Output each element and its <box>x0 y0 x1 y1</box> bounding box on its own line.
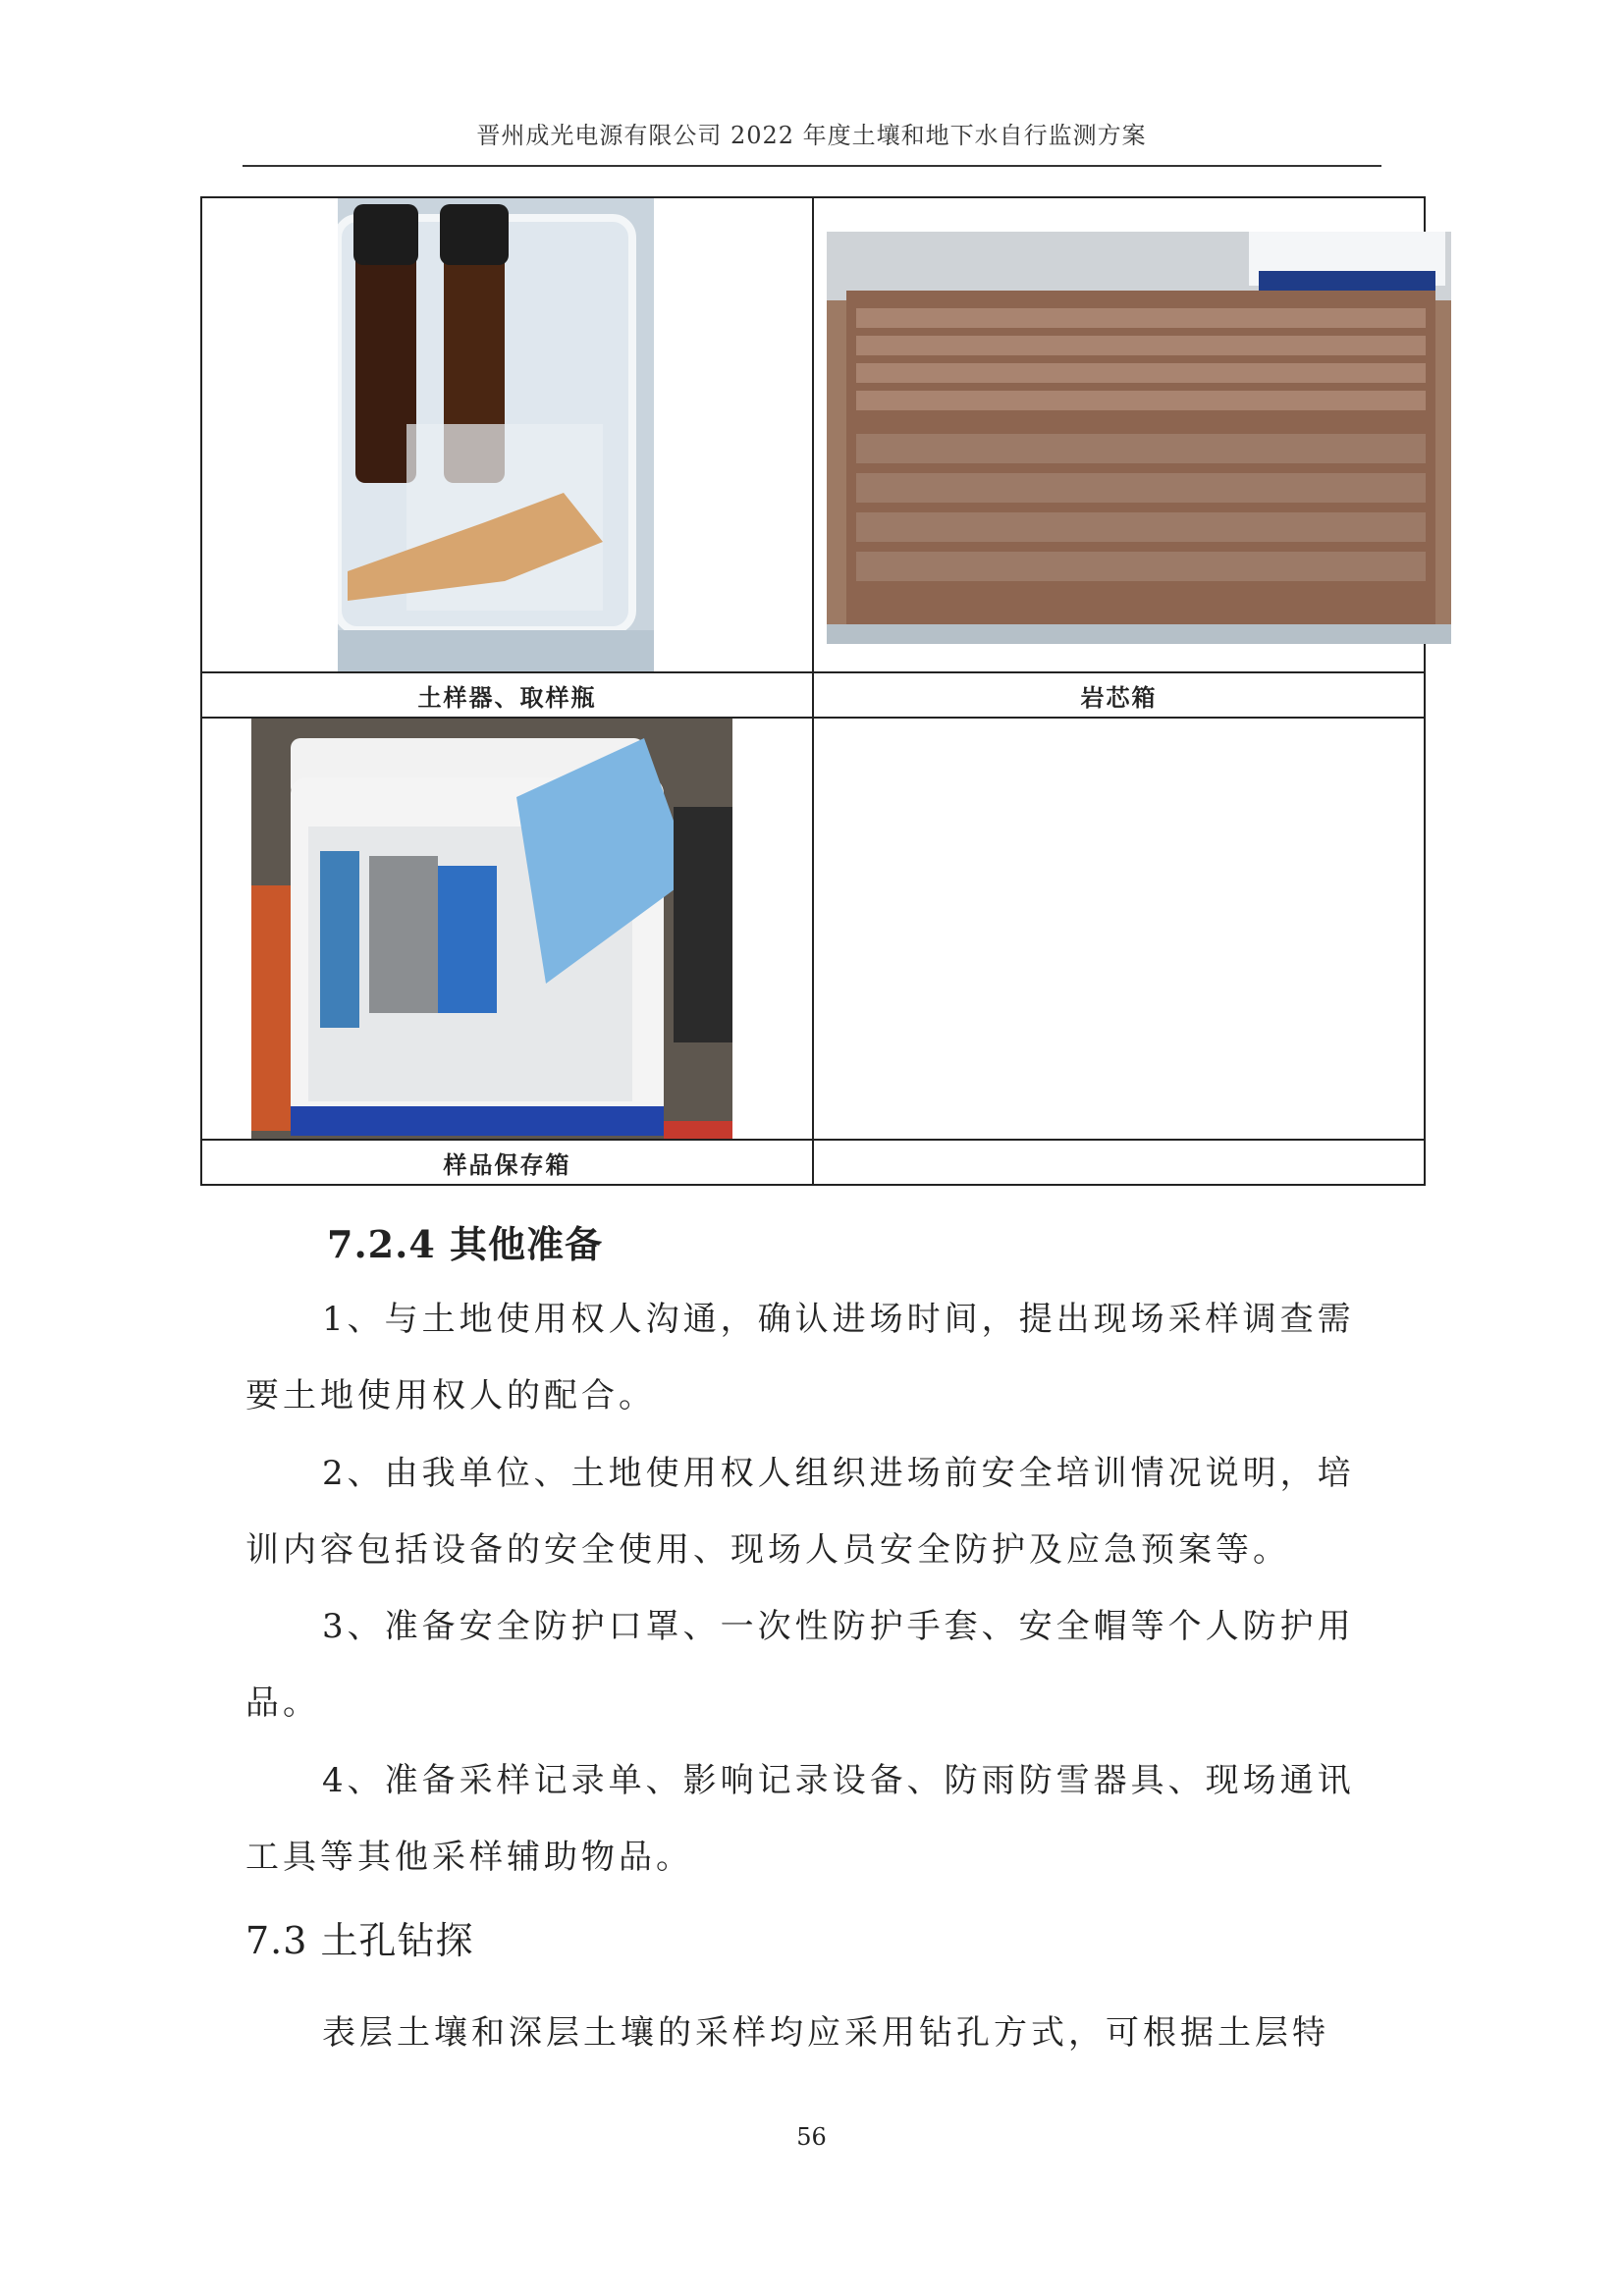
equipment-photo-table <box>200 196 1426 1186</box>
core-box-photo <box>827 232 1451 644</box>
sample-box-photo <box>251 719 732 1139</box>
paragraph-7-3: 表层土壤和深层土壤的采样均应采用钻孔方式，可根据土层特 <box>322 2013 1329 2053</box>
empty-photo-cell <box>813 718 1425 1140</box>
caption-sample-box: 样品保存箱 <box>201 1140 813 1185</box>
header-rule <box>243 165 1381 167</box>
photo-cell-core-box <box>813 197 1425 672</box>
paragraph-item-1: 1、与土地使用权人沟通，确认进场时间，提出现场采样调查需要土地使用权人的配合。 <box>245 1300 1355 1415</box>
paragraph-item-4: 4、准备采样记录单、影响记录设备、防雨防雪器具、现场通讯工具等其他采样辅助物品。 <box>245 1761 1355 1877</box>
page-header: 晋州成光电源有限公司 2022 年度土壤和地下水自行监测方案 <box>476 122 1147 149</box>
photo-cell-soil-sampler <box>201 197 813 672</box>
photo-cell-sample-box <box>201 718 813 1140</box>
caption-empty <box>813 1140 1425 1185</box>
caption-core-box: 岩芯箱 <box>813 672 1425 718</box>
paragraph-item-2: 2、由我单位、土地使用权人组织进场前安全培训情况说明，培训内容包括设备的安全使用、现场人员安全防护及应急预案等。 <box>245 1454 1355 1570</box>
section-title-7-2-4: 7.2.4 其他准备 <box>327 1222 604 1266</box>
page-number: 56 <box>796 2123 827 2151</box>
soil-sampler-photo <box>338 198 654 671</box>
paragraph-item-3: 3、准备安全防护口罩、一次性防护手套、安全帽等个人防护用品。 <box>245 1607 1355 1723</box>
caption-soil-sampler: 土样器、取样瓶 <box>201 672 813 718</box>
section-title-7-3: 7.3 土孔钻探 <box>245 1919 474 1962</box>
